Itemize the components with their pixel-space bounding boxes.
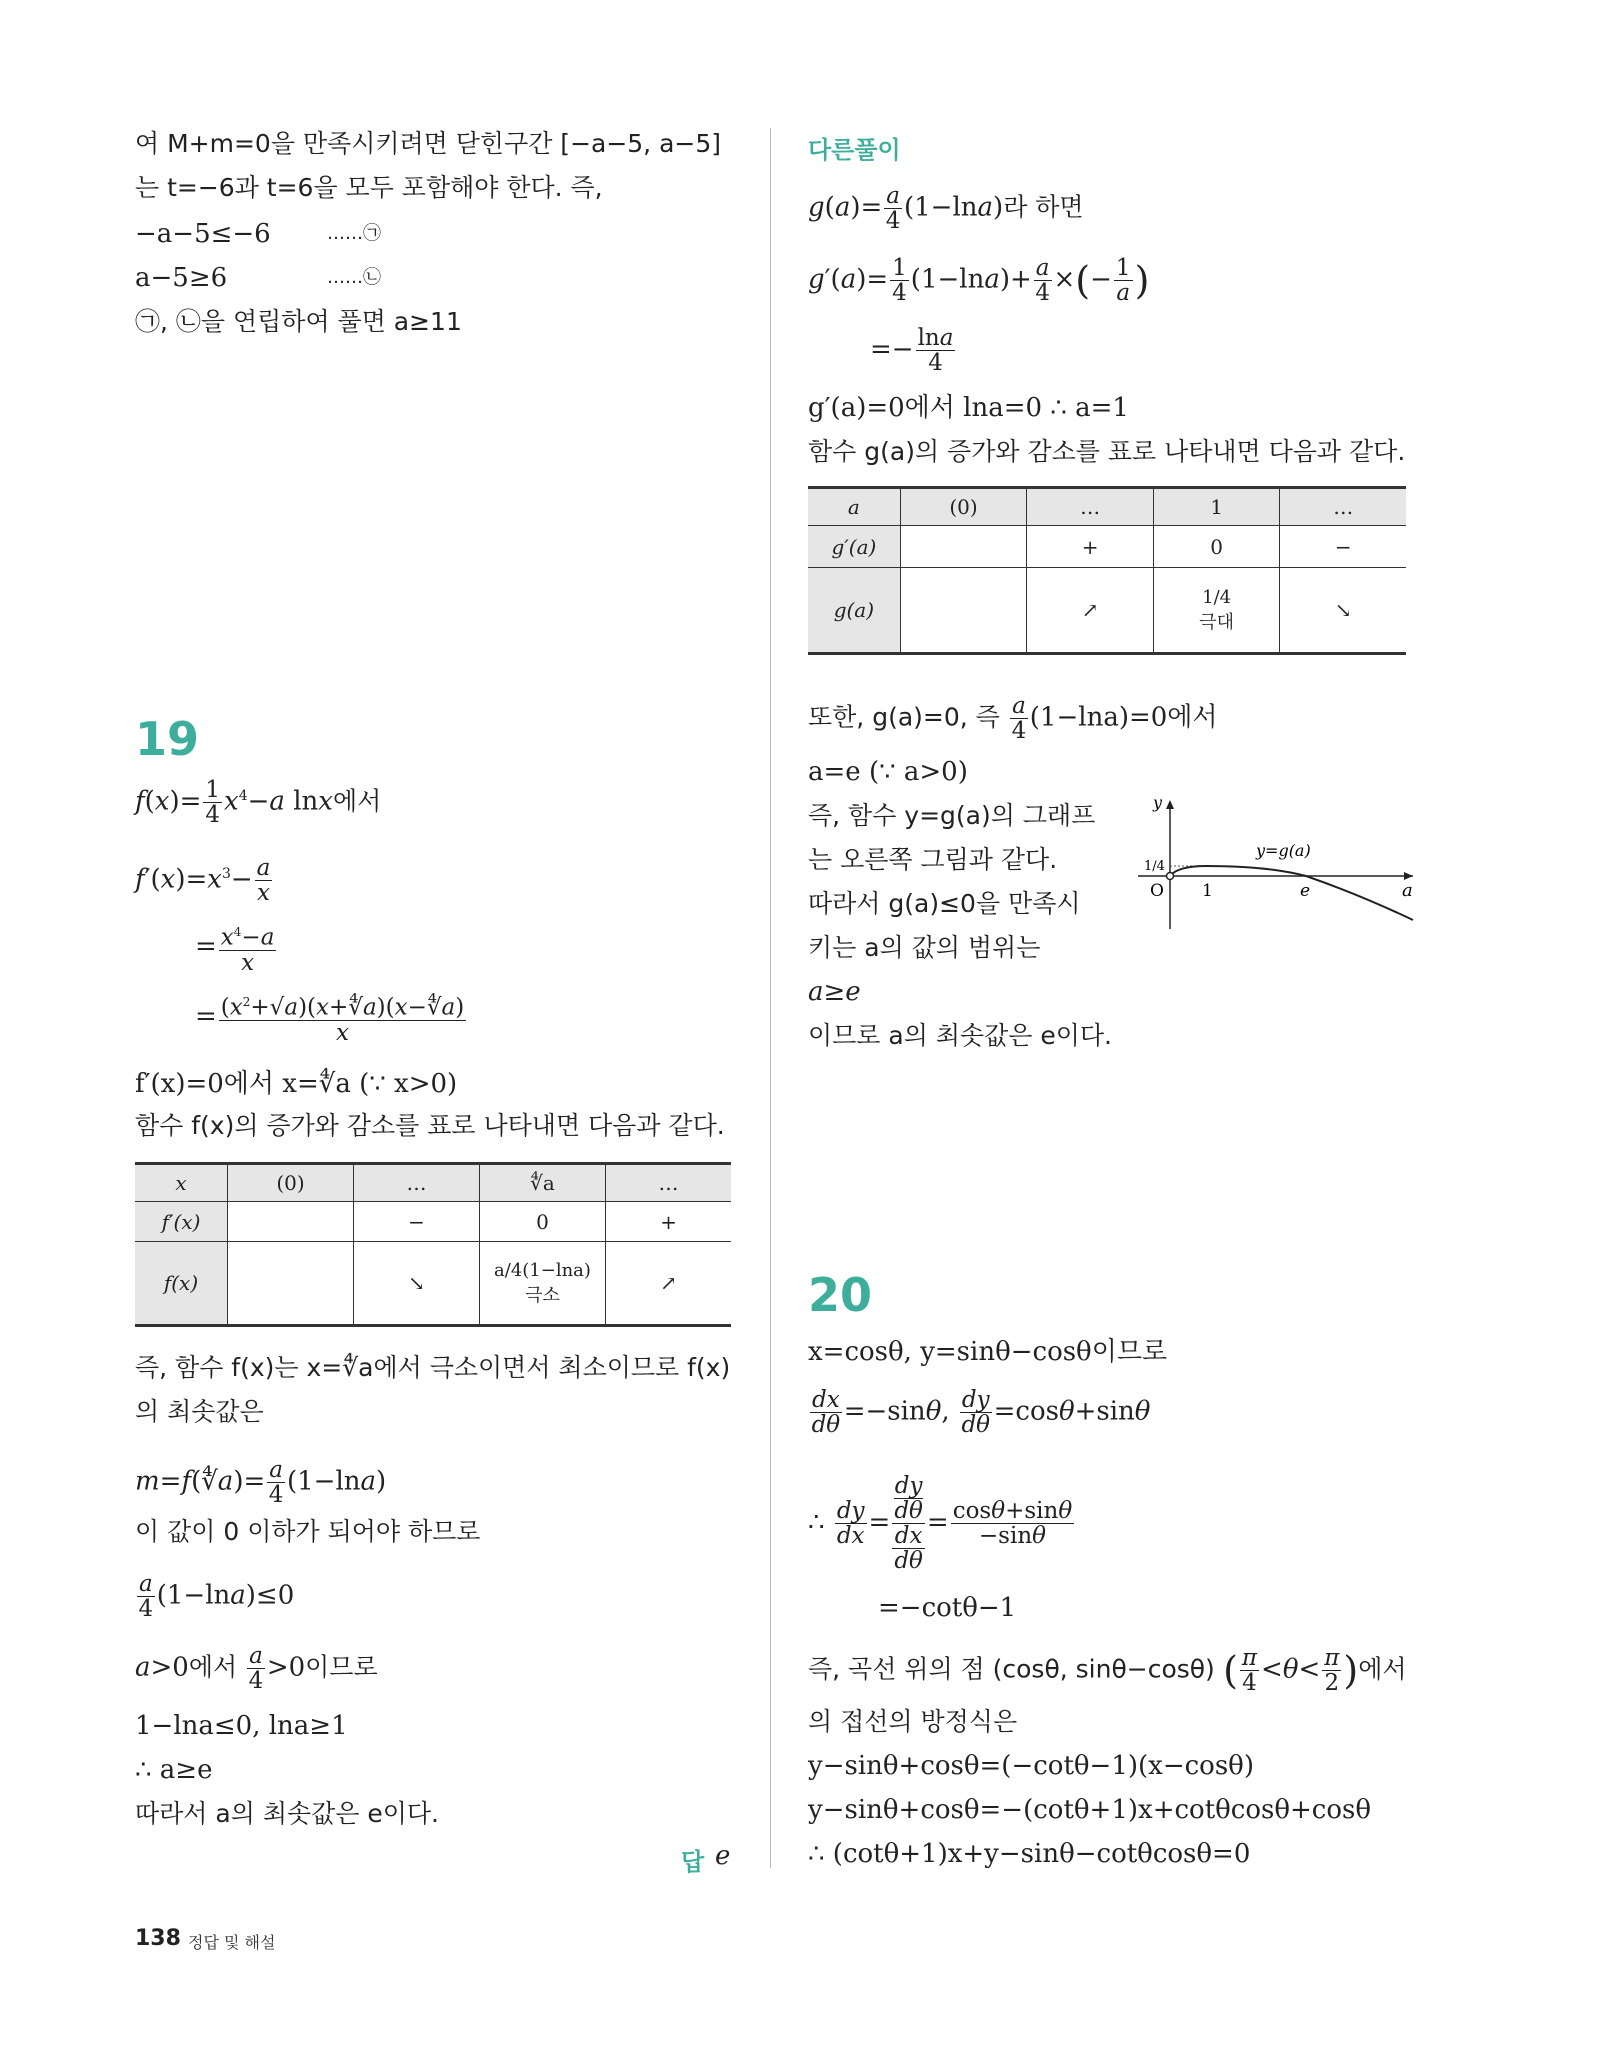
graph-y-label: y bbox=[1153, 794, 1163, 812]
alt-row-deriv-label: g′(a) bbox=[808, 526, 900, 568]
alternative-solution-title: 다른풀이 bbox=[808, 136, 901, 164]
p19-after-table-1: 즉, 함수 f(x)는 x=∜a에서 극소이면서 최소이므로 f(x) bbox=[135, 1353, 731, 1382]
alt-final: 이므로 a의 최솟값은 e이다. bbox=[808, 1021, 1112, 1050]
alt-func-cell bbox=[900, 568, 1027, 654]
p19-func-cell bbox=[228, 1242, 354, 1326]
alt-max-label: 극대 bbox=[1199, 611, 1235, 633]
continuation-line-1: 여 M+m=0을 만족시키려면 닫힌구간 [−a−5, a−5] bbox=[135, 129, 722, 158]
p20-point: 즉, 곡선 위의 점 (cosθ, sinθ−cosθ) ( $\frac{\pi}{4}$ <θ< $\frac{\pi}{2}$ )에서 bbox=[808, 1645, 1407, 1696]
alt-deriv-cell: + bbox=[1027, 526, 1154, 568]
alt-th-dots1: … bbox=[1027, 488, 1154, 526]
p19-func-min-cell bbox=[480, 1242, 606, 1326]
p19-row-func-label: f(x) bbox=[135, 1242, 228, 1326]
problem-20-number: 20 bbox=[808, 1268, 873, 1322]
alt-deriv-cell: 0 bbox=[1153, 526, 1280, 568]
alt-func-cell: ↗ bbox=[1027, 568, 1154, 654]
alt-th-a: a bbox=[808, 488, 900, 526]
alt-graph-text-3: 따라서 g(a)≤0을 만족시 bbox=[808, 889, 1081, 918]
p19-deriv-cell: 0 bbox=[480, 1202, 606, 1242]
footer-section: 정답 및 해설 bbox=[188, 1933, 276, 1952]
p20-point-end: 에서 bbox=[1358, 1654, 1407, 1684]
open-origin-point bbox=[1167, 873, 1174, 880]
alt-th-1: 1 bbox=[1153, 488, 1280, 526]
answer-label: 답 bbox=[681, 1848, 705, 1876]
p19-variation-table bbox=[135, 1162, 731, 1327]
p19-after-table-2: 의 최솟값은 bbox=[135, 1397, 264, 1426]
inequality-1-tag: ……㉠ bbox=[327, 223, 381, 244]
problem-19-number: 19 bbox=[135, 712, 200, 766]
p20-line1: x=cosθ, y=sinθ−cosθ이므로 bbox=[808, 1337, 1168, 1367]
graph-curve-label: y=g(a) bbox=[1256, 841, 1311, 860]
graph-tick-1: 1 bbox=[1202, 881, 1213, 901]
alt-function-def: g(a)= $\frac{a}{4}$ (1−lna)라 하면 bbox=[808, 183, 1084, 234]
y-axis-arrow bbox=[1166, 800, 1174, 809]
p19-derivative-zero: f′(x)=0에서 x=∜a (∵ x>0) bbox=[135, 1069, 458, 1099]
p20-derivatives: $\frac{dx}{d\theta}$ =−sinθ, $\frac{dy}{d\theta}$ =cosθ+sinθ bbox=[811, 1387, 1151, 1438]
alt-also-end: (1−lna)=0에서 bbox=[1029, 702, 1218, 733]
p19-ineq2: a>0에서 $\frac{a}{4}$ >0이므로 bbox=[135, 1643, 378, 1694]
p19-deriv-cell bbox=[228, 1202, 354, 1242]
alt-th-0: (0) bbox=[900, 488, 1027, 526]
continuation-conclusion: ㉠, ㉡을 연립하여 풀면 a≥11 bbox=[135, 307, 462, 336]
p19-ineq3: 1−lna≤0, lna≥1 bbox=[135, 1711, 348, 1741]
alt-variation-table bbox=[808, 486, 1406, 655]
p19-func-cell: ↗ bbox=[606, 1242, 732, 1326]
p20-point-text: 즉, 곡선 위의 점 (cosθ, sinθ−cosθ) bbox=[808, 1654, 1215, 1684]
p19-row-deriv-label: f′(x) bbox=[135, 1202, 228, 1242]
alt-graph-text-4: 키는 a의 값의 범위는 bbox=[808, 933, 1041, 962]
p19-ineq1: $\frac{a}{4}$ (1−lna)≤0 bbox=[138, 1571, 295, 1622]
alt-derivative: g′(a)= $\frac{1}{4}$ (1−lna)+ $\frac{a}{4}$ ×(− $\frac{1}{a}$ ) bbox=[808, 255, 1150, 306]
p19-th-dots1: … bbox=[354, 1164, 480, 1202]
p19-ineq4: ∴ a≥e bbox=[135, 1755, 213, 1785]
p19-table-intro: 함수 f(x)의 증가와 감소를 표로 나타내면 다음과 같다. bbox=[135, 1111, 725, 1140]
alt-root: a=e (∵ a>0) bbox=[808, 757, 968, 787]
graph-a-label: a bbox=[1402, 880, 1413, 901]
p20-dydx: ∴ $\frac{dy}{dx}$ = dy dθ dx dθ = $\frac{\cos\theta+\sin\theta}{-\sin\theta}$ bbox=[808, 1473, 1073, 1574]
alt-func-max-cell bbox=[1153, 568, 1280, 654]
page-number: 138 bbox=[135, 1926, 181, 1951]
p19-th-0: (0) bbox=[228, 1164, 354, 1202]
p19-th-dots2: … bbox=[606, 1164, 732, 1202]
p19-function-def: f(x)= $\frac{1}{4}$ $x^4-a$ lnx에서 bbox=[135, 777, 382, 828]
p19-deriv-cell: + bbox=[606, 1202, 732, 1242]
answer-value: e bbox=[715, 1841, 731, 1871]
p19-th-root: ∜a bbox=[480, 1164, 606, 1202]
a-axis-arrow bbox=[1404, 872, 1413, 880]
alt-graph-text-2: 는 오른쪽 그림과 같다. bbox=[808, 845, 1058, 874]
p19-derivative-step2: = $\frac{x^4-a}{x}$ bbox=[195, 920, 278, 975]
p19-min-expr: m=f(∜a)= $\frac{a}{4}$ (1−lna) bbox=[135, 1457, 387, 1508]
p19-condition: 이 값이 0 이하가 되어야 하므로 bbox=[135, 1517, 481, 1546]
p19-derivative-step3: = $\frac{(x^2+√a)(x+∜a)(x-∜a)}{x}$ bbox=[195, 990, 468, 1045]
p19-th-x: x bbox=[135, 1164, 228, 1202]
inequality-1: −a−5≤−6 bbox=[135, 219, 271, 249]
p19-deriv-cell: − bbox=[354, 1202, 480, 1242]
p20-eq1: y−sinθ+cosθ=(−cotθ−1)(x−cosθ) bbox=[808, 1751, 1254, 1781]
p19-func-cell: ↘ bbox=[354, 1242, 480, 1326]
alt-derivative-step2: =− $\frac{\ln a}{4}$ bbox=[870, 325, 954, 376]
alt-also-text: 또한, g(a)=0, 즉 bbox=[808, 702, 1000, 732]
alt-also-line: 또한, g(a)=0, 즉 $\frac{a}{4}$ (1−lna)=0에서 bbox=[808, 693, 1218, 744]
graph-origin-label: O bbox=[1150, 881, 1164, 901]
p19-final: 따라서 a의 최솟값은 e이다. bbox=[135, 1799, 439, 1828]
column-divider bbox=[770, 128, 771, 1868]
p19-min-value: a/4(1−lna) bbox=[494, 1259, 591, 1281]
alt-derivative-zero: g′(a)=0에서 lna=0 ∴ a=1 bbox=[808, 393, 1129, 423]
alt-th-dots2: … bbox=[1280, 488, 1406, 526]
alt-graph-text-1: 즉, 함수 y=g(a)의 그래프 bbox=[808, 801, 1096, 830]
alt-deriv-cell: − bbox=[1280, 526, 1406, 568]
p20-cot: =−cotθ−1 bbox=[878, 1593, 1017, 1623]
continuation-line-2: 는 t=−6과 t=6을 모두 포함해야 한다. 즉, bbox=[135, 173, 603, 202]
graph-quarter-label: 1/4 bbox=[1144, 859, 1165, 874]
graph-tick-e: e bbox=[1300, 881, 1311, 901]
alt-table-intro: 함수 g(a)의 증가와 감소를 표로 나타내면 다음과 같다. bbox=[808, 437, 1406, 466]
alt-max-value: 1/4 bbox=[1202, 586, 1232, 608]
inequality-2: a−5≥6 bbox=[135, 263, 228, 293]
p20-tangent-intro: 의 접선의 방정식은 bbox=[808, 1707, 1018, 1736]
g-graph bbox=[1128, 794, 1418, 934]
alt-range: a≥e bbox=[808, 977, 861, 1007]
alt-row-func-label: g(a) bbox=[808, 568, 900, 654]
p19-derivative: $f'(x)=x^3-$ $\frac{a}{x}$ bbox=[135, 855, 271, 906]
p20-eq3: ∴ (cotθ+1)x+y−sinθ−cotθcosθ=0 bbox=[808, 1839, 1251, 1869]
alt-func-cell: ↘ bbox=[1280, 568, 1406, 654]
p20-eq2: y−sinθ+cosθ=−(cotθ+1)x+cotθcosθ+cosθ bbox=[808, 1795, 1371, 1825]
p19-min-label: 극소 bbox=[525, 1284, 560, 1306]
alt-deriv-cell bbox=[900, 526, 1027, 568]
inequality-2-tag: ……㉡ bbox=[327, 267, 381, 288]
